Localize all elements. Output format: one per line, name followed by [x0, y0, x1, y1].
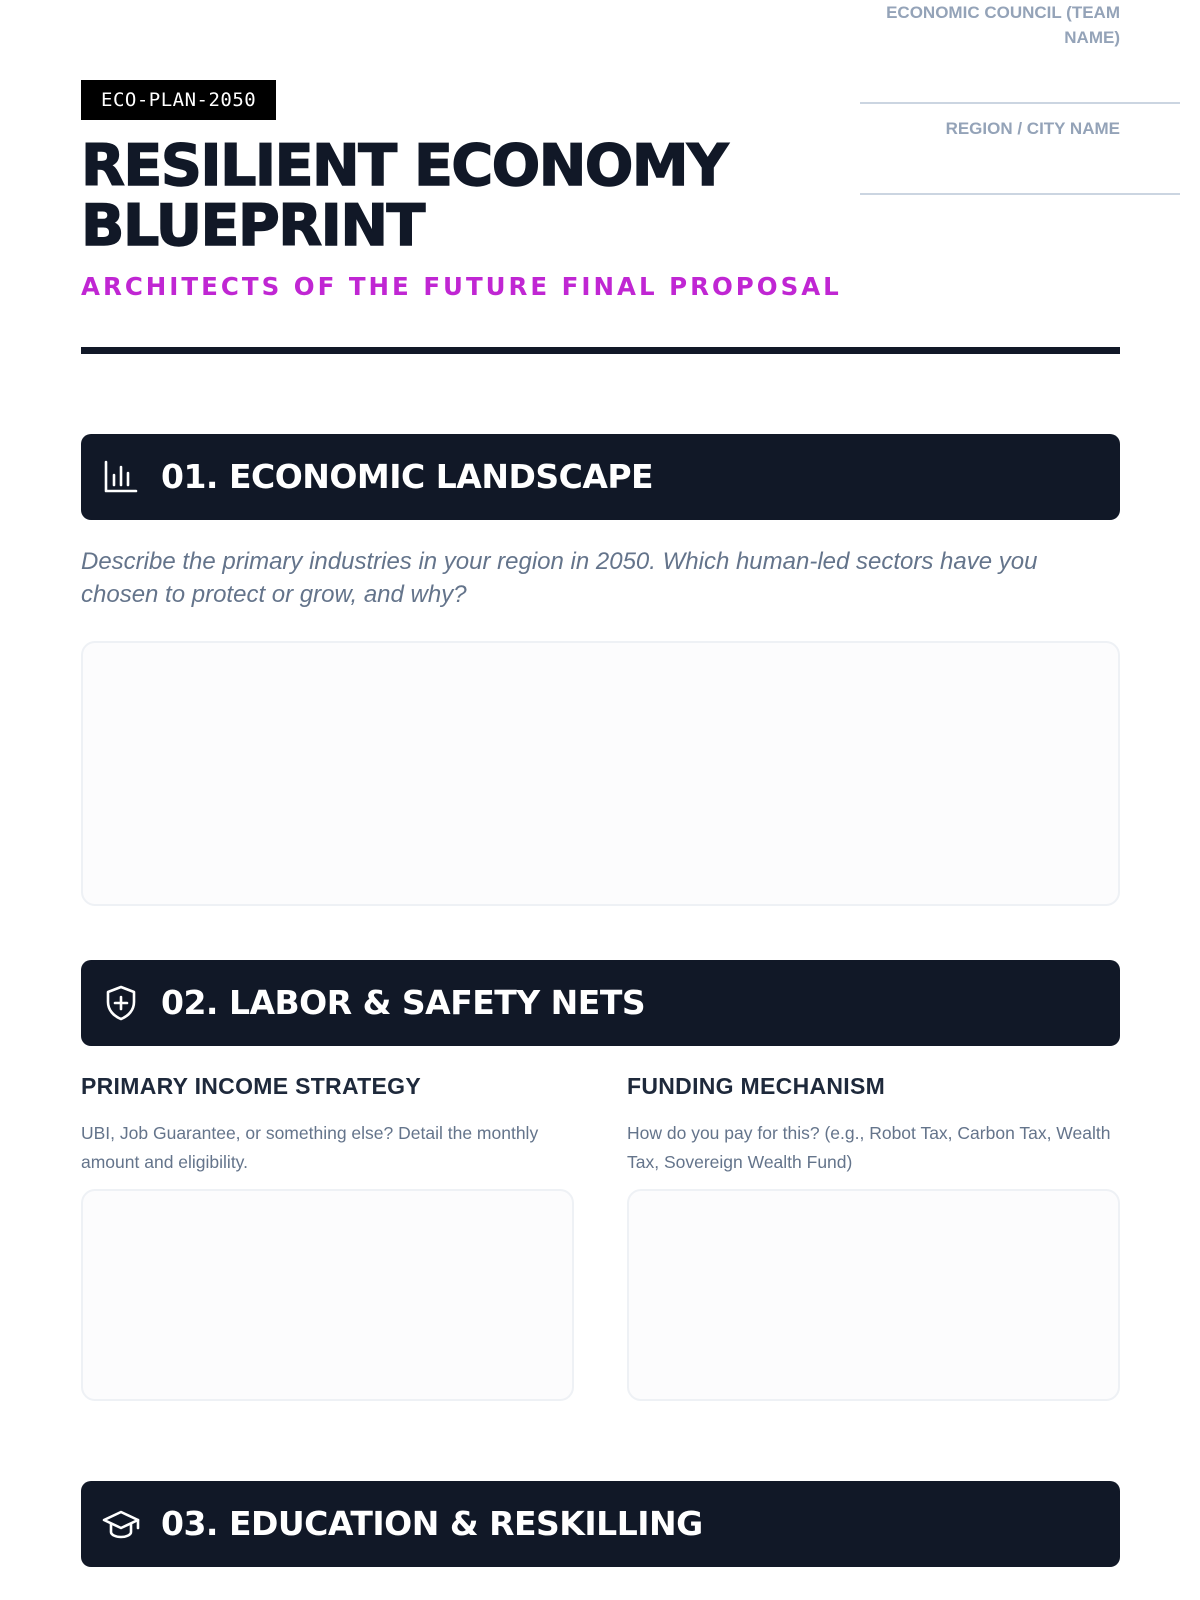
section-title: 03. EDUCATION & RESKILLING [161, 1504, 703, 1543]
page-title: RESILIENT ECONOMY BLUEPRINT [81, 133, 727, 259]
section-title: 01. ECONOMIC LANDSCAPE [161, 457, 654, 496]
shield-plus-icon [101, 983, 141, 1023]
team-name-input[interactable] [860, 102, 1180, 104]
header [81, 0, 1120, 355]
income-strategy-title: PRIMARY INCOME STRATEGY [81, 1073, 421, 1099]
doc-code-badge: ECO-PLAN-2050 [81, 80, 276, 120]
funding-mechanism-title: FUNDING MECHANISM [627, 1073, 886, 1099]
page-subtitle: ARCHITECTS OF THE FUTURE FINAL PROPOSAL [81, 272, 842, 301]
header-divider [81, 347, 1120, 354]
region-name-input[interactable] [860, 193, 1180, 195]
section-prompt: Describe the primary industries in your region in 2050. Which human-led sectors have you chosen to protect or grow, and why? [81, 548, 1038, 608]
section-header-education-reskilling [81, 1481, 1120, 1567]
economic-landscape-answer-box[interactable] [81, 641, 1120, 906]
income-strategy-description: UBI, Job Guarantee, or something else? Detail the monthly amount and eligibility. [81, 1123, 539, 1172]
funding-mechanism-answer-box[interactable] [627, 1189, 1120, 1401]
income-strategy-answer-box[interactable] [81, 1189, 574, 1401]
team-name-field [880, 0, 1120, 50]
section-title: 02. LABOR & SAFETY NETS [161, 983, 646, 1022]
team-name-label: ECONOMIC COUNCIL (TEAM NAME) [886, 3, 1120, 47]
graduation-cap-icon [101, 1504, 141, 1544]
section-header-economic-landscape [81, 434, 1120, 520]
region-name-label: REGION / CITY NAME [945, 119, 1120, 138]
worksheet-page [81, 0, 1120, 1543]
bar-chart-icon [101, 457, 141, 497]
region-name-field [880, 116, 1120, 141]
funding-mechanism-description: How do you pay for this? (e.g., Robot Tax, Carbon Tax, Wealth Tax, Sovereign Wealth Fund) [627, 1123, 1111, 1172]
section-header-labor-safety-nets [81, 960, 1120, 1046]
